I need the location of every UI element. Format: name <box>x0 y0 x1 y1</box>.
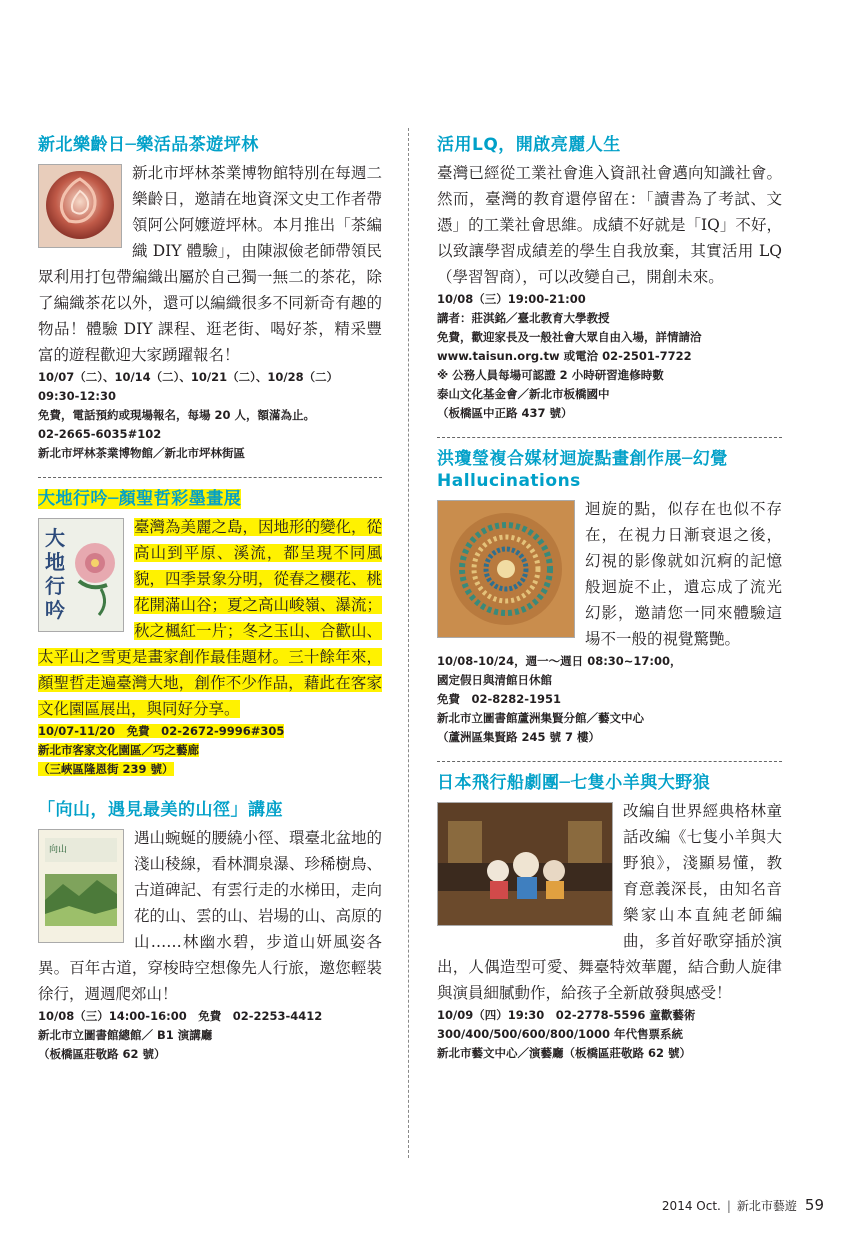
article-painting <box>38 488 382 779</box>
article-date: 10/09（四）19:30 02-2778-5596 童歡藝術 <box>437 1008 696 1022</box>
article-body: 改編自世界經典格林童話改編《七隻小羊與大野狼》，淺顯易懂，教育意義深長，由知名音樂家山本直純老師編曲，多首好歌穿插於演出，人偶造型可愛、舞臺特效華麗，結合動人旋律與演員細膩動作，給孩子全新啟發與感受！ <box>437 802 782 1002</box>
article-organizer: 泰山文化基金會／新北市板橋國中 <box>437 387 610 401</box>
article-date: 10/08（三）19:00-21:00 <box>437 292 586 306</box>
article-prices: 300/400/500/600/800/1000 年代售票系統 <box>437 1027 684 1041</box>
article-dots <box>437 448 782 747</box>
article-body: 新北市坪林茶業博物館特別在每週二樂齡日，邀請在地資深文史工作者帶領阿公阿嬤遊坪林。本月推出「茶編織 DIY 體驗」，由陳淑儉老師帶領民眾利用打包帶編織出屬於自己獨一無二的茶花，除了編織茶花以外，還可以編織很多不同新奇有趣的物品！體驗 DIY 課程、逛老街、喝好茶，精采豐富的遊程歡迎大家踴躍報名！ <box>38 164 382 364</box>
article-address: （板橋區莊敬路 62 號） <box>38 1047 166 1061</box>
section-separator <box>437 437 782 438</box>
article-title: 新北樂齡日─樂活品茶遊坪林 <box>38 135 259 155</box>
page-number: 59 <box>804 1196 824 1214</box>
article-speaker: 講者：莊淇銘／臺北教育大學教授 <box>437 311 610 325</box>
footer-divider: | <box>726 1199 731 1213</box>
article-info: 免費，電話預約或現場報名，每場 20 人，額滿為止。 <box>38 408 316 422</box>
left-column <box>38 128 382 1064</box>
poster-char-3: 行 <box>45 574 65 598</box>
tea-flower-photo <box>38 164 122 248</box>
article-info: 免費，歡迎家長及一般社會大眾自由入場，詳情請洽 <box>437 330 702 344</box>
article-body: 遇山蜿蜒的腰繞小徑、環臺北盆地的淺山稜線，看林澗泉瀑、珍稀樹鳥、古道碑記、有雲行走的水梯田，走向花的山、雲的山、岩場的山、高原的山……林幽水碧，步道山妍風姿各異。百年古道，穿梭時空想像先人行旅，邀您輕裝徐行，週週爬郊山！ <box>38 829 383 1003</box>
article-phone: 免費 02-8282-1951 <box>437 692 562 706</box>
poster-char-1: 大 <box>45 526 65 550</box>
highlighted-title: 大地行吟─顏聖哲彩墨畫展 <box>38 489 242 509</box>
article-date: 10/07（二）、10/14（二）、10/21（二）、10/28（二） <box>38 370 339 384</box>
article-date-info: 10/07-11/20 免費 02-2672-9996#305 <box>38 724 285 738</box>
article-venue: 新北市立圖書館蘆洲集賢分館／藝文中心 <box>437 711 644 725</box>
article-title: 洪瓊瑩複合媒材迴旋點畫創作展─幻覺Hallucinations <box>437 449 728 491</box>
column-divider <box>408 128 409 1158</box>
lecture-book-cover <box>38 829 124 943</box>
article-title: 活用LQ，開啟亮麗人生 <box>437 135 621 155</box>
magazine-name: 新北市藝遊 <box>736 1199 797 1213</box>
article-address: （蘆洲區集賢路 245 號 7 樓） <box>437 730 601 744</box>
article-note: ※ 公務人員每場可認證 2 小時研習進修時數 <box>437 368 664 382</box>
section-separator <box>38 477 382 478</box>
article-venue: 新北市坪林茶業博物館／新北市坪林街區 <box>38 446 245 460</box>
article-contact: www.taisun.org.tw 或電洽 02-2501-7722 <box>437 349 692 363</box>
issue-date: 2014 Oct. <box>661 1199 721 1213</box>
poster-char-2: 地 <box>45 550 65 574</box>
article-title: 「向山，遇見最美的山徑」講座 <box>38 800 283 820</box>
article-closure: 國定假日與清館日休館 <box>437 673 552 687</box>
article-teahouse <box>38 134 382 463</box>
article-body: 迴旋的點，似存在也似不存在，在視力日漸衰退之後，幻視的影像就如沉痾的記憶般迴旋不止，遺忘成了流光幻影，邀請您一同來體驗這場不一般的視覺驚艷。 <box>585 500 782 648</box>
cover-title-text: 向山 <box>49 845 68 855</box>
highlighted-body: 臺灣為美麗之島，因地形的變化，從高山到平原、溪流，都呈現不同風貌，四季景象分明，從春之櫻花、桃花開滿山谷；夏之高山峻嶺、瀑流；秋之楓紅一片；冬之玉山、合歡山、太平山之雪更是畫家創作最佳題材。三十餘年來，顏聖哲走遍臺灣大地，創作不少作品，藉此在客家文化園區展出，與同好分享。 <box>38 518 383 718</box>
exhibition-poster <box>38 518 124 632</box>
article-mountain <box>38 799 382 1064</box>
poster-char-4: 吟 <box>45 598 65 622</box>
article-title: 日本飛行船劇團─七隻小羊與大野狼 <box>437 773 711 793</box>
article-date-info: 10/08（三）14:00-16:00 免費 02-2253-4412 <box>38 1009 323 1023</box>
article-address: （板橋區中正路 437 號） <box>437 406 573 420</box>
article-venue: 新北市立圖書館總館／ B1 演講廳 <box>38 1028 213 1042</box>
section-separator <box>437 761 782 762</box>
dot-painting-artwork <box>437 500 575 638</box>
right-column <box>437 128 782 1063</box>
article-date: 10/08-10/24，週一～週日 08:30~17:00， <box>437 654 682 668</box>
article-address: （三峽區隆恩街 239 號） <box>38 762 174 776</box>
article-lq <box>437 134 782 423</box>
article-time: 09:30-12:30 <box>38 389 116 403</box>
article-theatre <box>437 772 782 1063</box>
article-venue: 新北市客家文化園區／巧之藝廊 <box>38 743 199 757</box>
article-venue: 新北市藝文中心／演藝廳（板橋區莊敬路 62 號） <box>437 1046 692 1060</box>
article-body: 臺灣已經從工業社會進入資訊社會邁向知識社會。然而，臺灣的教育還停留在：「讀書為了考試、文憑」的工業社會思維。成績不好就是「IQ」不好，以致讓學習成績差的學生自我放棄，其實活用 LQ（學習智商），可以改變自己，開創未來。 <box>437 164 782 286</box>
page-footer <box>662 1196 824 1214</box>
article-phone: 02-2665-6035#102 <box>38 427 162 441</box>
theatre-stage-photo <box>437 802 613 926</box>
article-title <box>38 488 382 510</box>
